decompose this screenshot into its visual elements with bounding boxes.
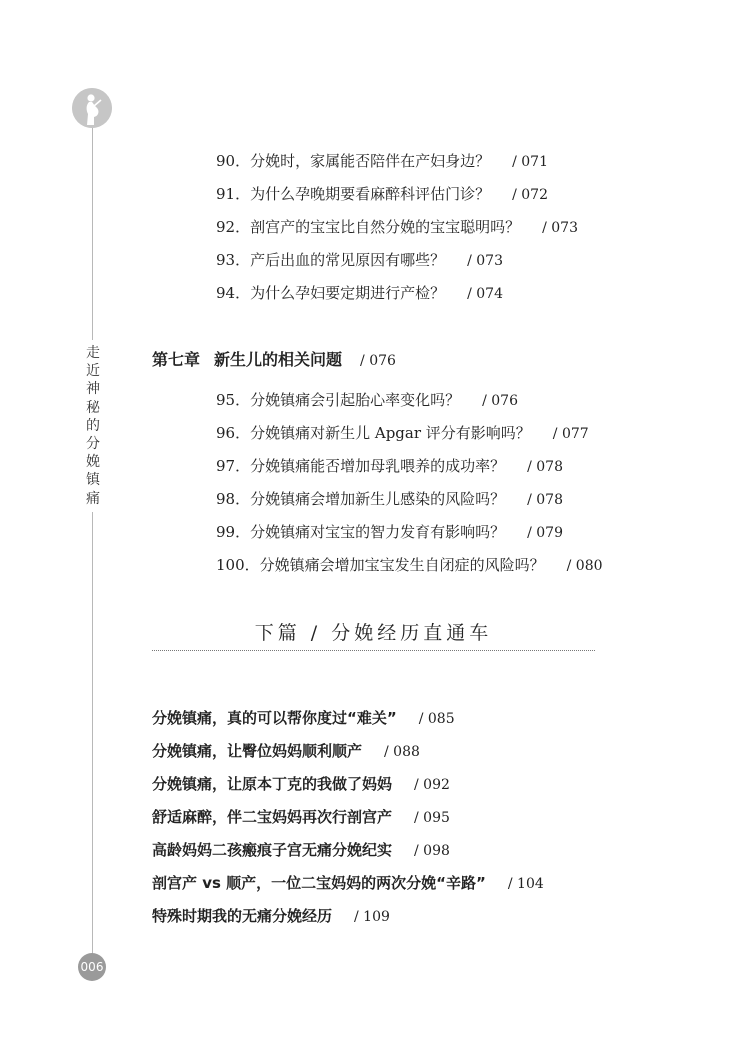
toc-item[interactable] bbox=[216, 388, 603, 421]
story-page: / 092 bbox=[414, 777, 450, 793]
section-divider bbox=[152, 650, 595, 651]
toc-item[interactable] bbox=[216, 248, 578, 281]
story-list bbox=[152, 706, 544, 937]
toc-item[interactable] bbox=[216, 454, 603, 487]
chapter-title: 新生儿的相关问题 bbox=[214, 350, 343, 369]
chapter-label: 第七章 bbox=[152, 350, 201, 369]
story-item[interactable] bbox=[152, 805, 544, 838]
story-page: / 098 bbox=[414, 843, 450, 859]
story-title: 舒适麻醉，伴二宝妈妈再次行剖宫产 bbox=[152, 808, 393, 826]
story-page: / 095 bbox=[414, 810, 450, 826]
story-title: 特殊时期我的无痛分娩经历 bbox=[152, 907, 333, 925]
pregnant-woman-logo-icon bbox=[72, 88, 112, 128]
toc-item-text: 90．分娩时，家属能否陪伴在产妇身边？ bbox=[216, 152, 491, 170]
story-page: / 088 bbox=[384, 744, 420, 760]
story-title: 剖宫产 vs 顺产，一位二宝妈妈的两次分娩“辛路” bbox=[152, 874, 486, 892]
section-title: 下篇 / 分娩经历直通车 bbox=[254, 622, 493, 644]
story-title: 分娩镇痛，真的可以帮你度过“难关” bbox=[152, 709, 397, 727]
toc-item-text: 95．分娩镇痛会引起胎心率变化吗？ bbox=[216, 391, 461, 409]
toc-list-part-b bbox=[216, 388, 603, 586]
story-page: / 109 bbox=[354, 909, 390, 925]
story-item[interactable] bbox=[152, 904, 544, 937]
toc-item-page: / 077 bbox=[552, 426, 589, 442]
chapter-page: / 076 bbox=[360, 353, 396, 369]
side-title: 走近神秘的分娩镇痛 bbox=[83, 340, 103, 512]
toc-item-text: 92．剖宫产的宝宝比自然分娩的宝宝聪明吗？ bbox=[216, 218, 521, 236]
toc-item-text: 96．分娩镇痛对新生儿 Apgar 评分有影响吗？ bbox=[216, 424, 531, 442]
toc-item-page: / 071 bbox=[512, 154, 548, 170]
story-title: 高龄妈妈二孩瘢痕子宫无痛分娩纪实 bbox=[152, 841, 393, 859]
story-item[interactable] bbox=[152, 706, 544, 739]
story-item[interactable] bbox=[152, 739, 544, 772]
toc-item[interactable] bbox=[216, 182, 578, 215]
toc-item-page: / 080 bbox=[566, 558, 603, 574]
toc-item-text: 97．分娩镇痛能否增加母乳喂养的成功率？ bbox=[216, 457, 506, 475]
toc-list-part-a bbox=[216, 149, 578, 314]
toc-item[interactable] bbox=[216, 281, 578, 314]
toc-item-page: / 072 bbox=[512, 187, 548, 203]
toc-item-page: / 078 bbox=[527, 492, 563, 508]
toc-item-page: / 073 bbox=[542, 220, 578, 236]
story-page: / 085 bbox=[418, 711, 455, 727]
toc-item-text: 94．为什么孕妇要定期进行产检？ bbox=[216, 284, 446, 302]
toc-item[interactable] bbox=[216, 487, 603, 520]
toc-item-page: / 079 bbox=[527, 525, 563, 541]
story-item[interactable] bbox=[152, 772, 544, 805]
toc-item-text: 91．为什么孕晚期要看麻醉科评估门诊？ bbox=[216, 185, 491, 203]
toc-item-text: 99．分娩镇痛对宝宝的智力发育有影响吗？ bbox=[216, 523, 506, 541]
story-item[interactable] bbox=[152, 838, 544, 871]
toc-item-text: 100．分娩镇痛会增加宝宝发生自闭症的风险吗？ bbox=[216, 556, 545, 574]
story-item[interactable] bbox=[152, 871, 544, 904]
toc-item-page: / 076 bbox=[482, 393, 518, 409]
story-title: 分娩镇痛，让原本丁克的我做了妈妈 bbox=[152, 775, 393, 793]
page-number-badge: 006 bbox=[78, 953, 106, 981]
toc-item-page: / 073 bbox=[467, 253, 503, 269]
toc-item[interactable] bbox=[216, 149, 578, 182]
toc-item-text: 98．分娩镇痛会增加新生儿感染的风险吗？ bbox=[216, 490, 506, 508]
toc-item[interactable] bbox=[216, 520, 603, 553]
side-rail bbox=[92, 128, 93, 956]
toc-item[interactable] bbox=[216, 215, 578, 248]
toc-item[interactable] bbox=[216, 553, 603, 586]
toc-item-page: / 074 bbox=[467, 286, 503, 302]
toc-item-text: 93．产后出血的常见原因有哪些？ bbox=[216, 251, 446, 269]
toc-item-page: / 078 bbox=[527, 459, 563, 475]
toc-item[interactable] bbox=[216, 421, 603, 454]
story-page: / 104 bbox=[507, 876, 544, 892]
chapter-heading[interactable] bbox=[152, 347, 396, 370]
story-title: 分娩镇痛，让臀位妈妈顺利顺产 bbox=[152, 742, 363, 760]
